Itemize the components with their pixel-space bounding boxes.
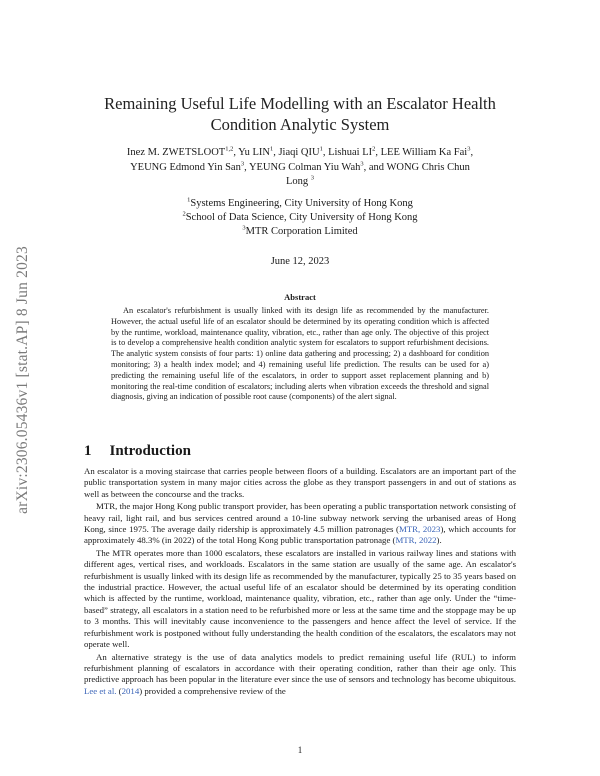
citation-link[interactable]: MTR, 2022	[395, 535, 437, 546]
arxiv-identifier: arXiv:2306.05436v1 [stat.AP] 8 Jun 2023	[14, 246, 31, 514]
citation-link[interactable]: Lee et al.	[84, 685, 117, 696]
author-line-2: YEUNG Edmond Yin San$^3$, YEUNG Colman Yiu Wah$^3$, and WONG Chris Chun	[130, 160, 470, 173]
section-heading	[84, 443, 191, 460]
section-number: 1	[84, 443, 92, 459]
paragraph-4: An alternative strategy is the use of data analytics models to predict remaining useful life (RUL) to inform refurbishment planning of escalators in accordance with their operating condition, rather than their age only. This predictive approach has been popular in the literature ever since the use of sensors and technology has become ubiquitous. Lee et al. (2014) provided a comprehensive review of the	[84, 651, 516, 696]
author-line-3: Long $^3$	[285, 174, 315, 187]
arxiv-sidebar	[8, 200, 38, 560]
abstract-text: An escalator's refurbishment is usually linked with its design life as recommended by the manufacturer. However, the actual useful life of an escalator should be determined by its operating condition which is affected by the runtime, workload, maintenance quality, vibration, etc., rather than age only. The objective of this project is to develop a comprehensive health condition analytic system for escalators to support refurbishment decisions. The analytic system consists of four parts: 1) online data gathering and processing; 2) a dashboard for condition monitoring; 3) a health index model; and 4) remaining useful life prediction. The results can be used for a) predicting the remaining useful life of the escalators, in order to support asset replacement planning and b) monitoring the real-time condition of escalators; including alerts when vibration exceeds the threshold and signal diagnosis, giving an indication of possible root cause (components) of the alert signal.	[111, 306, 489, 402]
citation-link[interactable]: 2014	[121, 685, 140, 696]
author-line-1: Inez M. ZWETSLOOT$^{1,2}$, Yu LIN$^1$, Jiaqi QIU$^1$, Lishuai $LI^2$, LEE William Ka Fai$^3$,	[126, 145, 474, 158]
affiliation-2: $^2$School of Data Science, City University of Hong Kong	[182, 210, 418, 223]
body-text	[84, 466, 516, 698]
author-list	[80, 146, 520, 190]
affiliation-3: $^3$MTR Corporation Limited	[242, 224, 358, 237]
citation-link[interactable]: MTR, 2023	[398, 524, 441, 535]
abstract-heading: Abstract	[284, 292, 316, 302]
section-title: Introduction	[109, 443, 191, 459]
paragraph-1: An escalator is a moving staircase that carries people between floors of a building. Escalators are an important part of the public transportation system in many major cities across the globe as they transport passengers in and out of stations as well as between the concourse and the tracks.	[84, 466, 516, 499]
affiliations	[100, 197, 500, 239]
paragraph-2: MTR, the major Hong Kong public transport provider, has been operating a public transportation network consisting of heavy rail, light rail, and bus services centred around a 10-line subway network serving the urbanised areas of Hong Kong, since 1975. The average daily ridership is approximately 4.5 million patronages (MTR, 2023), which accounts for approximately 48.3% (in 2022) of the total Hong Kong public transportation patronage (MTR, 2022).	[84, 501, 516, 546]
paragraph-3: The MTR operates more than 1000 escalators, these escalators are installed in various railway lines and stations with different ages, vertical rises, and workloads. Escalators in the same station are usually of the same age. An escalator's refurbishment is usually linked with its design life as recommended by the manufacturer, typically 25 to 35 years based on the industrial practice. However, the actual useful life of an escalator should be determined by its operating condition which is affected by the runtime, workload, maintenance quality, vibration, etc., rather than age only. Under the “time-based” strategy, all escalators in a station need to be refurbished more or less at the same time and the stoppage may be up to 3 months. This will inevitably cause inconvenience to the passengers and hence affect the level of service. If the refurbishment work is postponed without fully understanding the health condition of the escalators, the escalators may not operate well.	[84, 547, 516, 650]
paper-title: Remaining Useful Life Modelling with an Escalator Health Condition Analytic System	[104, 94, 496, 134]
publication-date: June 12, 2023	[270, 256, 330, 267]
page-number: 1	[297, 745, 303, 755]
affiliation-1: $^1$Systems Engineering, City University of Hong Kong	[187, 196, 413, 209]
